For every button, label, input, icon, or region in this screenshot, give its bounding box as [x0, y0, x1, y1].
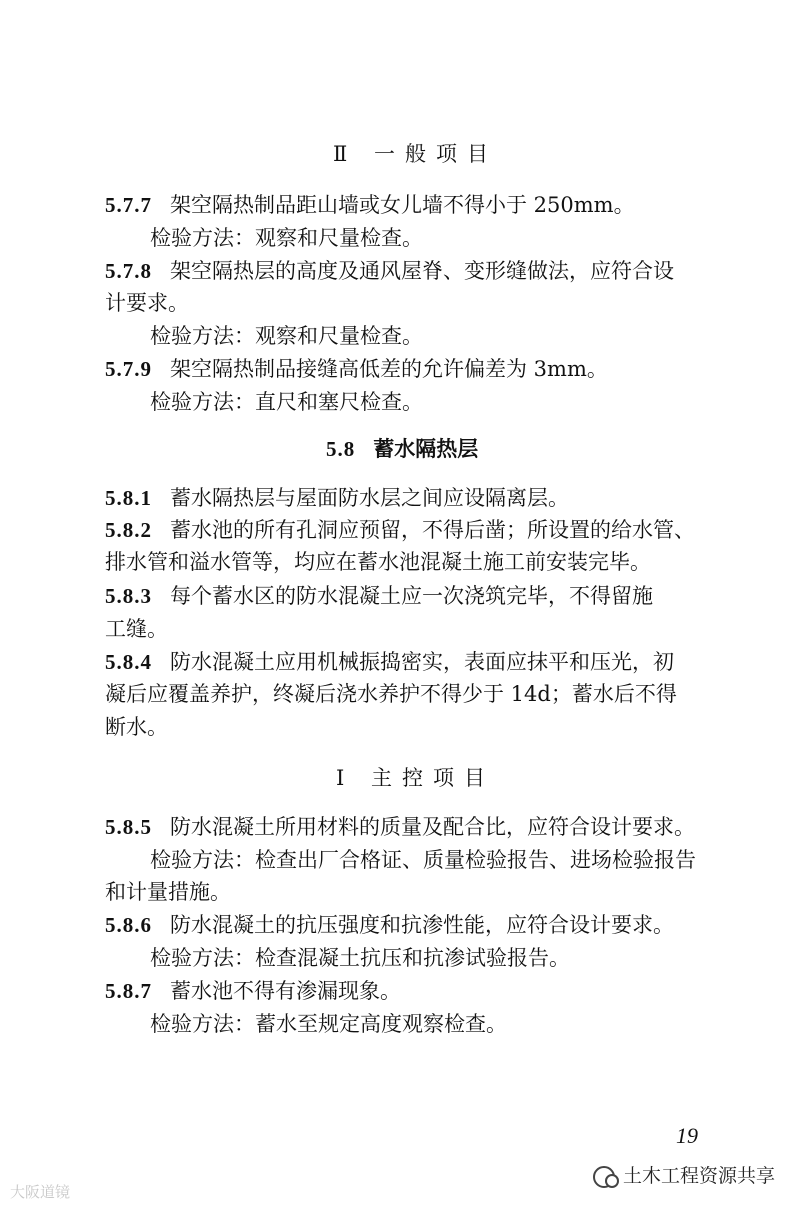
clause-5-8-3 — [105, 584, 725, 608]
clause-number: 5.8.5 — [105, 815, 152, 839]
clause-text: 架空隔热制品距山墙或女儿墙不得小于 250mm。 — [170, 193, 635, 217]
watermark-channel-text: 土木工程资源共享 — [623, 1165, 776, 1187]
clause-text: 每个蓄水区的防水混凝土应一次浇筑完毕，不得留施 — [170, 584, 653, 608]
clause-number: 5.7.9 — [105, 357, 152, 381]
inspection-method-line: 检验方法：直尺和塞尺检查。 — [150, 390, 423, 414]
clause-text: 蓄水隔热层与屋面防水层之间应设隔离层。 — [170, 486, 569, 510]
clause-text: 蓄水池的所有孔洞应预留，不得后凿；所设置的给水管、 — [170, 518, 695, 542]
clause-continuation: 排水管和溢水管等，均应在蓄水池混凝土施工前安装完毕。 — [105, 550, 651, 574]
clause-number: 5.8.3 — [105, 584, 152, 608]
clause-text: 防水混凝土应用机械振捣密实，表面应抹平和压光，初 — [170, 650, 674, 674]
clause-text: 蓄水池不得有渗漏现象。 — [170, 979, 401, 1003]
heading-main-control-items: Ⅰ 主控项目 — [336, 766, 495, 790]
clause-5-8-7 — [105, 979, 725, 1003]
clause-text: 防水混凝土的抗压强度和抗渗性能，应符合设计要求。 — [170, 913, 674, 937]
clause-number: 5.7.7 — [105, 193, 152, 217]
page-number: 19 — [676, 1123, 698, 1148]
clause-5-8-6 — [105, 913, 725, 937]
inspection-method-line: 检验方法：观察和尺量检查。 — [150, 324, 423, 348]
clause-5-8-5 — [105, 815, 725, 839]
clause-continuation: 凝后应覆盖养护，终凝后浇水养护不得少于 14d；蓄水后不得 — [105, 682, 677, 706]
clause-text: 架空隔热制品接缝高低差的允许偏差为 3mm。 — [170, 357, 608, 381]
inspection-method-line: 检验方法：蓄水至规定高度观察检查。 — [150, 1012, 507, 1036]
clause-5-8-4 — [105, 650, 725, 674]
heading-general-items: Ⅱ 一般项目 — [333, 142, 498, 166]
clause-number: 5.8.6 — [105, 913, 152, 937]
section-title — [326, 437, 478, 461]
clause-5-8-2 — [105, 518, 725, 542]
clause-number: 5.8.7 — [105, 979, 152, 1003]
clause-continuation: 计要求。 — [105, 291, 189, 315]
clause-text: 防水混凝土所用材料的质量及配合比，应符合设计要求。 — [170, 815, 695, 839]
section-name: 蓄水隔热层 — [373, 436, 479, 461]
clause-5-8-1 — [105, 486, 725, 510]
inspection-method-line: 检验方法：检查出厂合格证、质量检验报告、进场检验报告 — [150, 848, 696, 872]
clause-5-7-9 — [105, 357, 725, 381]
clause-number: 5.8.4 — [105, 650, 152, 674]
section-number: 5.8 — [326, 437, 356, 461]
watermark-left — [10, 1181, 70, 1202]
clause-number: 5.7.8 — [105, 259, 152, 283]
clause-number: 5.8.2 — [105, 518, 152, 542]
watermark-left-text: 大阪道镜 — [10, 1183, 71, 1201]
inspection-method-line: 检验方法：检查混凝土抗压和抗渗试验报告。 — [150, 946, 570, 970]
inspection-method-line: 检验方法：观察和尺量检查。 — [150, 226, 423, 250]
clause-5-7-7 — [105, 193, 725, 217]
wechat-icon — [593, 1166, 615, 1188]
watermark-channel — [593, 1161, 775, 1188]
clause-continuation: 工缝。 — [105, 617, 168, 641]
clause-continuation: 和计量措施。 — [105, 880, 231, 904]
clause-continuation: 断水。 — [105, 715, 168, 739]
clause-number: 5.8.1 — [105, 486, 152, 510]
clause-5-7-8 — [105, 259, 725, 283]
clause-text: 架空隔热层的高度及通风屋脊、变形缝做法，应符合设 — [170, 259, 674, 283]
